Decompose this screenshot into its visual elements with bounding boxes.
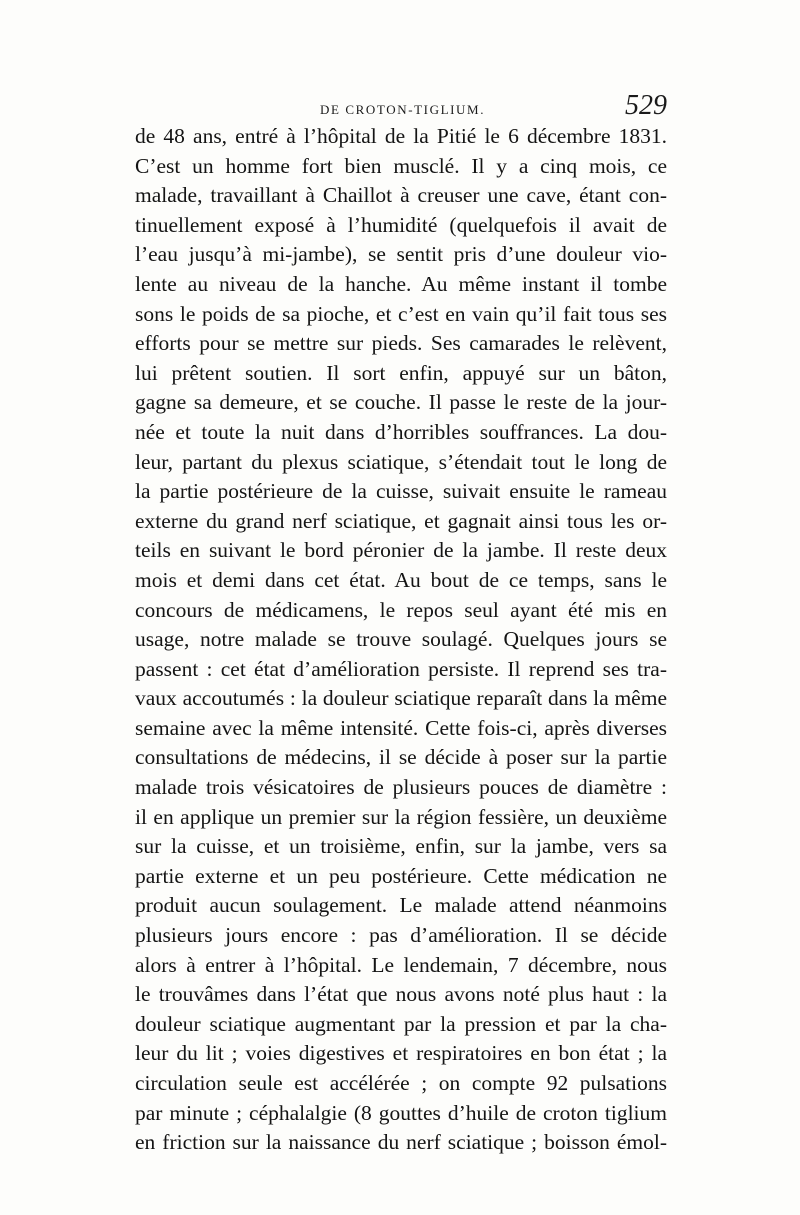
text-line: douleur sciatique augmentant par la pression et par la cha- xyxy=(135,1011,667,1036)
text-line: le trouvâmes dans l’état que nous avons noté plus haut : la xyxy=(135,982,667,1007)
text-line: alors à entrer à l’hôpital. Le lendemain, 7 décembre, nous xyxy=(135,952,667,977)
text-line: par minute ; céphalalgie (8 gouttes d’huile de croton tiglium xyxy=(135,1100,667,1125)
text-line: C’est un homme fort bien musclé. Il y a cinq mois, ce xyxy=(135,153,667,178)
text-line: sur la cuisse, et un troisième, enfin, sur la jambe, vers sa xyxy=(135,834,667,859)
text-line: de 48 ans, entré à l’hôpital de la Pitié le 6 décembre 1831. xyxy=(135,124,667,148)
text-line: en friction sur la naissance du nerf sciatique ; boisson émol- xyxy=(135,1130,667,1155)
running-title: DE CROTON-TIGLIUM. xyxy=(320,102,486,117)
text-line: produit aucun soulagement. Le malade attend néanmoins xyxy=(135,893,667,918)
text-line: mois et demi dans cet état. Au bout de ce temps, sans le xyxy=(135,567,667,592)
text-line: vaux accoutumés : la douleur sciatique reparaît dans la même xyxy=(135,686,667,711)
text-line: externe du grand nerf sciatique, et gagnait ainsi tous les or- xyxy=(135,508,667,533)
text-line: il en applique un premier sur la région fessière, un deuxième xyxy=(135,804,667,829)
text-line: consultations de médecins, il se décide à poser sur la partie xyxy=(135,745,667,770)
page-number: 529 xyxy=(625,90,667,121)
text-line: partie externe et un peu postérieure. Cette médication ne xyxy=(135,863,667,888)
text-line: malade, travaillant à Chaillot à creuser une cave, étant con- xyxy=(135,183,667,208)
text-line: teils en suivant le bord péronier de la jambe. Il reste deux xyxy=(135,538,667,563)
text-line: lente au niveau de la hanche. Au même instant il tombe xyxy=(135,271,667,296)
text-line: l’eau jusqu’à mi-jambe), se sentit pris d’une douleur vio- xyxy=(135,242,667,267)
text-line: plusieurs jours encore : pas d’amélioration. Il se décide xyxy=(135,923,667,948)
text-line: gagne sa demeure, et se couche. Il passe le reste de la jour- xyxy=(135,390,667,415)
text-line: usage, notre malade se trouve soulagé. Quelques jours se xyxy=(135,627,667,652)
text-line: passent : cet état d’amélioration persiste. Il reprend ses tra- xyxy=(135,656,667,681)
text-line: sons le poids de sa pioche, et c’est en vain qu’il fait tous ses xyxy=(135,301,667,326)
text-line: circulation seule est accélérée ; on compte 92 pulsations xyxy=(135,1071,667,1095)
text-line: tinuellement exposé à l’humidité (quelquefois il avait de xyxy=(135,212,667,237)
text-line: la partie postérieure de la cuisse, suivait ensuite le rameau xyxy=(135,479,667,504)
text-line: malade trois vésicatoires de plusieurs pouces de diamètre : xyxy=(135,775,667,800)
text-line: leur, partant du plexus sciatique, s’étendait tout le long de xyxy=(135,449,667,474)
text-line: née et toute la nuit dans d’horribles souffrances. La dou- xyxy=(135,419,667,444)
text-line: lui prêtent soutien. Il sort enfin, appuyé sur un bâton, xyxy=(135,360,667,385)
text-line: semaine avec la même intensité. Cette fois-ci, après diverses xyxy=(135,715,667,740)
text-line: efforts pour se mettre sur pieds. Ses camarades le relèvent, xyxy=(135,331,667,356)
text-line: leur du lit ; voies digestives et respiratoires en bon état ; la xyxy=(135,1041,667,1066)
body-text xyxy=(135,122,667,1158)
text-line: concours de médicamens, le repos seul ayant été mis en xyxy=(135,597,667,622)
